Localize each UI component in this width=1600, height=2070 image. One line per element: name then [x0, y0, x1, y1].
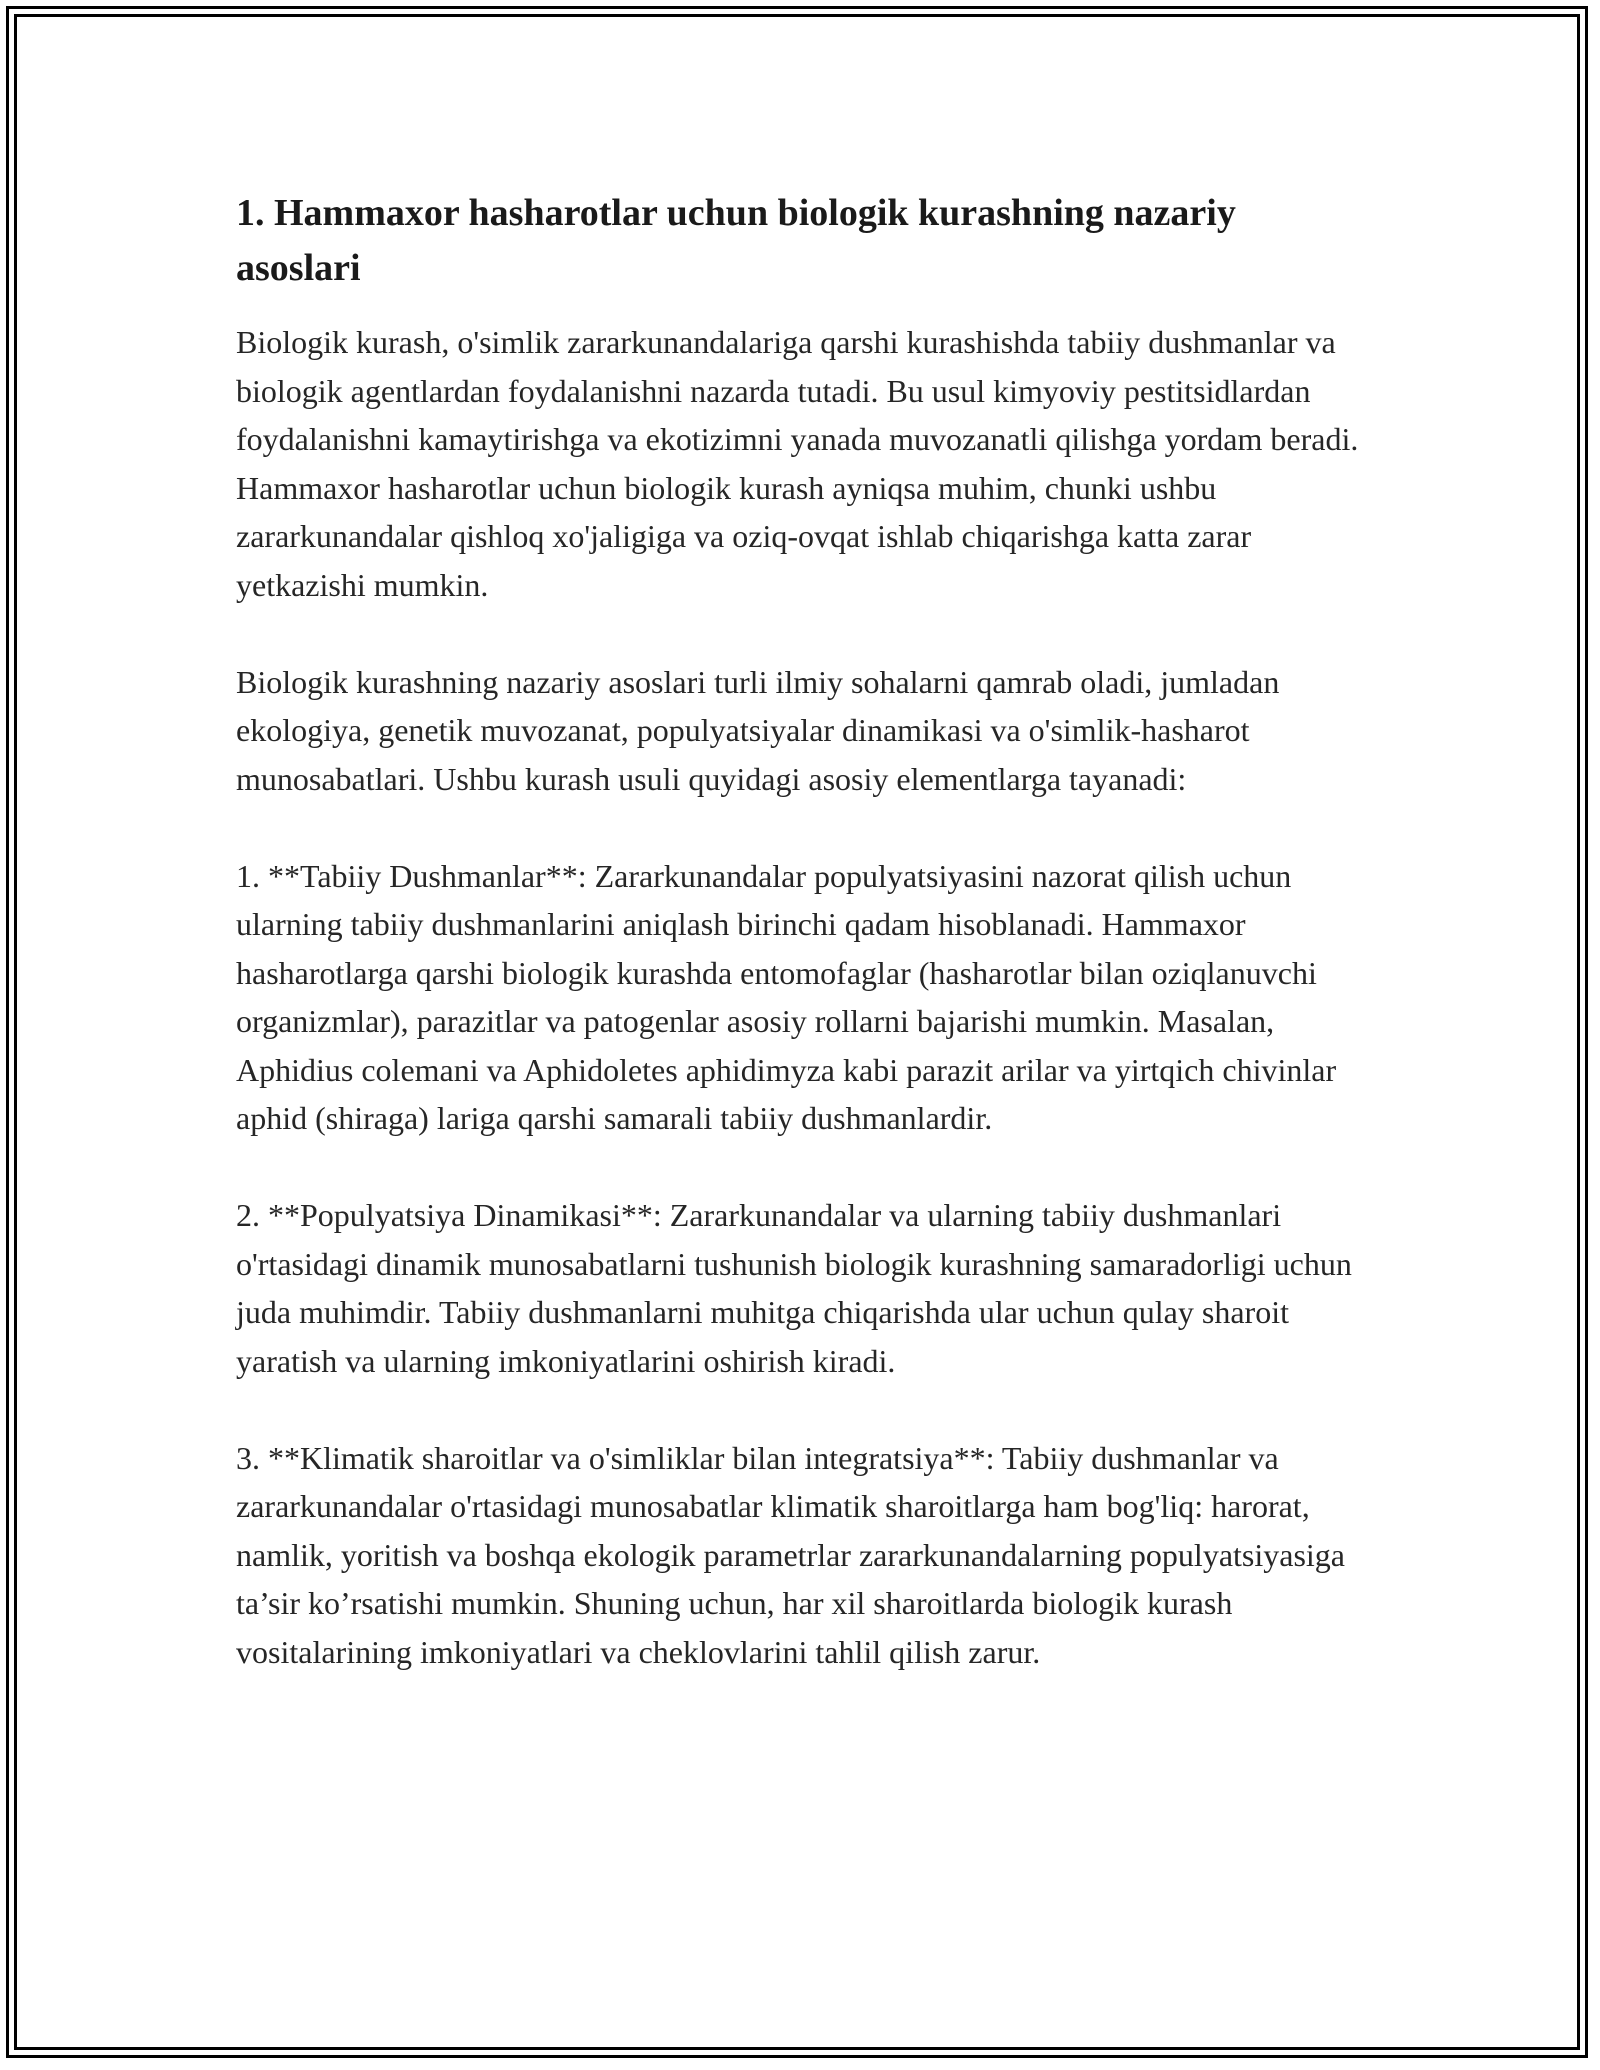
document-title: 1. Hammaxor hasharotlar uchun biologik kurashning nazariy asoslari: [236, 192, 1236, 289]
list-item-natural-enemies: 1. **Tabiiy Dushmanlar**: Zararkunandalar populyatsiyasini nazorat qilish uchun ularning tabiiy dushmanlarini aniqlash birinchi qadam hisoblanadi. Hammaxor hasharotlarga qarshi biologik kurashda entomofaglar (hasharotlar bilan oziqlanuvchi organizmlar), parazitlar va patogenlar asosiy rollarni bajarishi mumkin. Masalan, Aphidius colemani va Aphidoletes aphidimyza kabi parazit arilar va yirtqich chivinlar aphid (shiraga) lariga qarshi samarali tabiiy dushmanlardir.: [236, 857, 1337, 1136]
list-item-population-dynamics: 2. **Populyatsiya Dinamikasi**: Zararkunandalar va ularning tabiiy dushmanlari o'rtasidagi dinamik munosabatlarni tushunish biologik kurashning samaradorligi uchun juda muhimdir. Tabiiy dushmanlarni muhitga chiqarishda ular uchun qulay sharoit yaratish va ularning imkoniyatlarini oshirish kiradi.: [236, 1197, 1352, 1379]
intro-paragraph: Biologik kurash, o'simlik zararkunandalariga qarshi kurashishda tabiiy dushmanlar va biologik agentlardan foydalanishni nazarda tutadi. Bu usul kimyoviy pestitsidlardan foydalanishni kamaytirishga va ekotizimni yanada muvozanatli qilishga yordam beradi. Hammaxor hasharotlar uchun biologik kurash ayniqsa muhim, chunki ushbu zararkunandalar qishloq xo'jaligiga va oziq-ovqat ishlab chiqarishga katta zarar yetkazishi mumkin.: [236, 324, 1359, 603]
list-item-climatic-conditions: 3. **Klimatik sharoitlar va o'simliklar bilan integratsiya**: Tabiiy dushmanlar va zararkunandalar o'rtasidagi munosabatlar klimatik sharoitlarga ham bog'liq: harorat, namlik, yoritish va boshqa ekologik parametrlar zararkunandalarning populyatsiyasiga ta’sir ko’rsatishi mumkin. Shuning uchun, har xil sharoitlarda biologik kurash vositalarining imkoniyatlari va cheklovlarini tahlil qilish zarur.: [236, 1439, 1345, 1670]
foundations-paragraph: Biologik kurashning nazariy asoslari turli ilmiy sohalarni qamrab oladi, jumladan ekologiya, genetik muvozanat, populyatsiyalar dinamikasi va o'simlik-hasharot munosabatlari. Ushbu kurash usuli quyidagi asosiy elementlarga tayanadi:: [236, 663, 1280, 797]
document-body: [236, 186, 1364, 1676]
